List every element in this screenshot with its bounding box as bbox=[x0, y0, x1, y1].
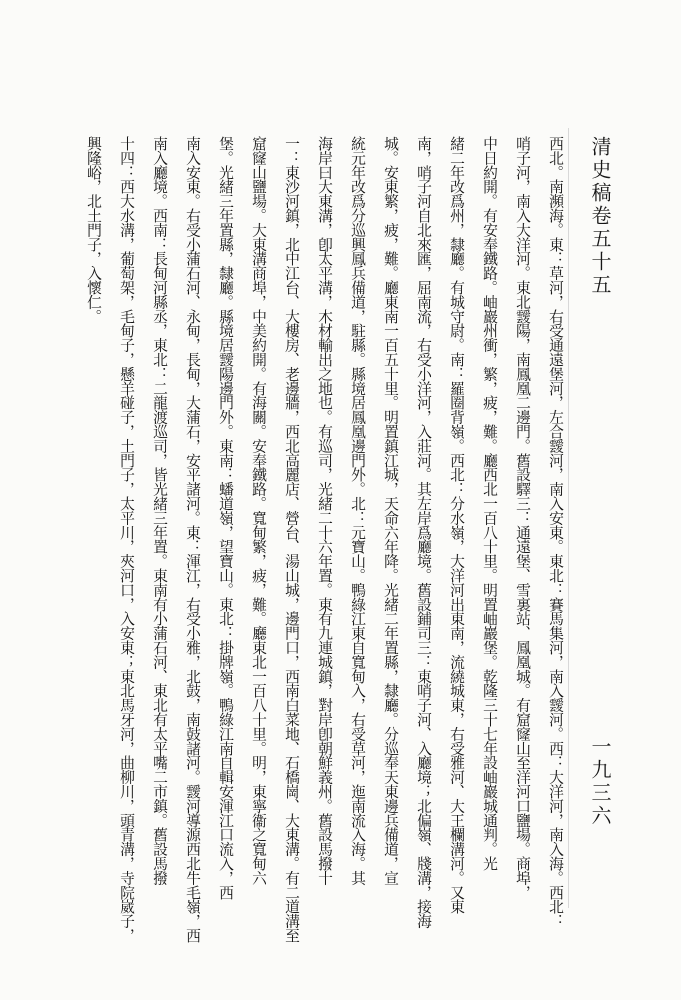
page-number: 一九三六 bbox=[588, 736, 612, 828]
running-header-title: 清史稿卷五十五 bbox=[588, 136, 612, 297]
text-column: 南，哨子河自北來匯，屈南流，右受小洋河，入莊河。其左岸爲廳境。舊設鋪司三：東哨子河、入廳境；北偏嶺、牋溝，接海 bbox=[415, 136, 432, 928]
text-column: 統元年改爲分巡興鳳兵備道，駐縣。縣境居鳳凰邊門外。北：元寶山。鴨綠江東自寬甸入，右受草河，迤南流入海。其 bbox=[349, 136, 366, 885]
text-column: 堡。光緒三年置縣，隸廳。縣境居靉陽邊門外。東南：蟠道嶺，望寶山。東北：掛牌嶺。鴨綠江南自輯安渾江口流入，西 bbox=[217, 136, 234, 900]
text-column: 城。安東繁，疲，難。廳東南一百五十里。明置鎮江城，天命六年降。光緒二年置縣，隸廳。分巡奉天東邊兵備道，宣 bbox=[382, 136, 399, 885]
text-column: 緒二年改爲州，隸廳。有城守尉。南：羅圈背嶺。西北：分水嶺，大洋河出東南，流繞城東，右受雅河、大王欄溝河。又東 bbox=[448, 136, 465, 914]
text-column: 哨子河，南入大洋河。東北靉陽，南鳳凰二邊門。舊設驛三：通遠堡、雪裏站、鳳凰城。有窟窿山至洋河口鹽場。商埠， bbox=[514, 136, 531, 900]
header-divider bbox=[568, 128, 569, 908]
text-column: 海岸曰大東溝，卽太平溝，木材輸出之地也。有巡司，光緒二十六年置。東有九連城鎮，對岸卽朝鮮義州。舊設馬撥十 bbox=[316, 136, 333, 885]
text-column: 南入廳境。西南：長甸河縣丞，東北：二龍渡巡司，皆光緒三年置。東南有小蒲石河、東北有太平嘴二市鎮。舊設馬撥 bbox=[151, 136, 168, 885]
text-column: 中日約開。有安奉鐵路。岫巖州衝，繁，疲，難。廳西北一百八十里。明置岫巖堡。乾隆三十七年設岫巖城通判。光 bbox=[481, 136, 498, 871]
text-column: 南入安東。右受小蒲石河、永甸，長甸，大蒲石，安平諸河。東：渾江，右受小雅，北鼓，南鼓諸河。靉河導源西北牛毛嶺，西 bbox=[184, 136, 201, 943]
text-column: 興隆峪，北土門子，入懷仁。 bbox=[85, 136, 102, 324]
text-column: 一：東沙河鎮，北中江台、大樓房、老邊牆，西北高麗店、營台、湯山城，邊門口，西南白菜地、石橋崗、大東溝。有二道溝至 bbox=[283, 136, 300, 943]
text-column: 西北。南瀕海。東：草河，右受通遠堡河，左合靉河，南入安東。東北：賽馬集河，南入靉河。西：大洋河，南入海。西北： bbox=[547, 136, 564, 928]
text-column: 十四：西大水溝，葡萄架，毛甸子，懸羊碰子，土門子，太平川，夾河口，入安東；東北馬牙河，曲柳川，頭青溝，寺院崴子， bbox=[118, 136, 135, 943]
text-column: 窟窿山鹽場。大東溝商埠，中美約開。有海關。安奉鐵路。寬甸繁，疲，難。廳東北一百八十里。明，東寧衞之寬甸六 bbox=[250, 136, 267, 885]
